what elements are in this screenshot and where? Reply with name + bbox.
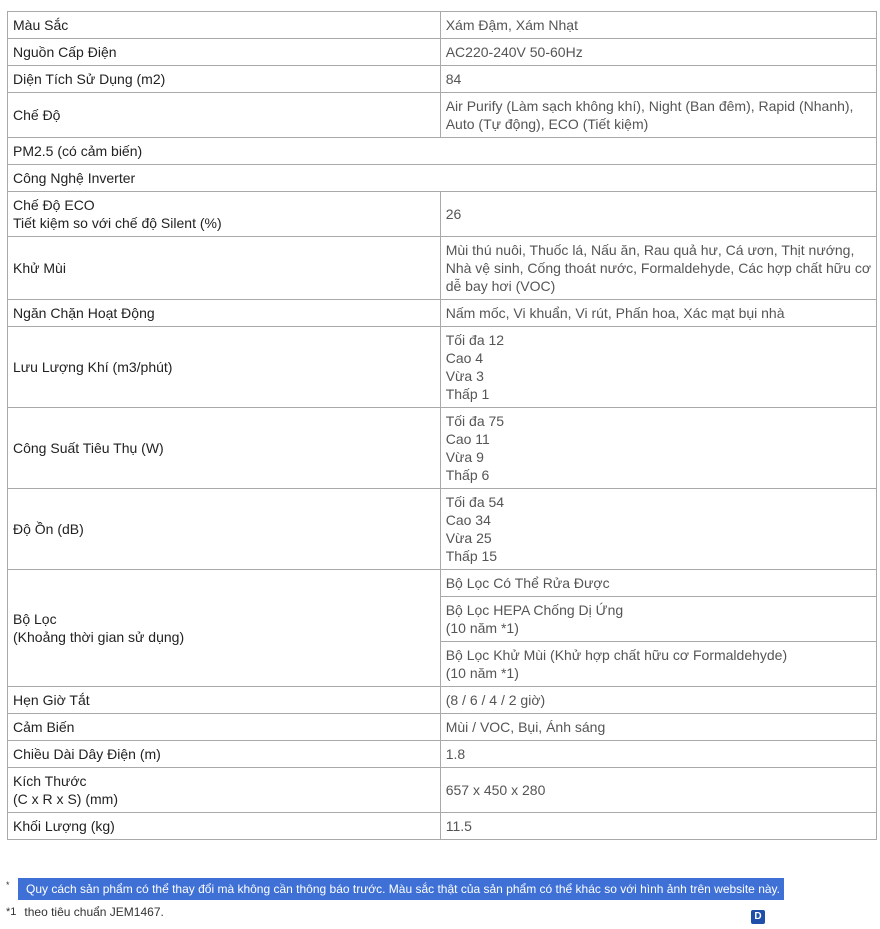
spec-value [440,237,876,300]
cell-line: Chiều Dài Dây Điện (m) [13,746,161,762]
spec-value [440,642,876,687]
spec-row [8,408,877,489]
spec-value [440,813,876,840]
spec-value [440,714,876,741]
cell-line: Cảm Biến [13,719,75,735]
spec-row [8,66,877,93]
spec-value [440,327,876,408]
cell-line: Lưu Lượng Khí (m3/phút) [13,359,173,375]
cell-line: Ngăn Chặn Hoạt Động [13,305,155,321]
cell-line: Bộ Lọc [13,611,57,627]
spec-row [8,93,877,138]
cell-line: Màu Sắc [13,17,69,33]
spec-value [440,597,876,642]
spec-label [8,39,441,66]
cell-line: Vừa 9 [445,449,484,465]
cell-line: Tối đa 75 [445,413,505,429]
spec-row [8,813,877,840]
cell-line: (10 năm *1) [445,620,519,636]
spec-row [8,489,877,570]
spec-value [440,39,876,66]
cell-line: Công Suất Tiêu Thụ (W) [13,440,164,456]
cell-line: PM2.5 (có cảm biến) [13,143,143,159]
cell-line: (C x R x S) (mm) [13,791,118,807]
spec-row [8,741,877,768]
spec-label [8,300,441,327]
spec-row [8,39,877,66]
cell-line: Cao 11 [445,431,490,447]
spec-value [440,300,876,327]
cell-line: 657 x 450 x 280 [445,782,546,798]
cell-line: Cao 34 [445,512,491,528]
cell-line: Độ Ồn (dB) [13,521,84,537]
cell-line: Khối Lượng (kg) [13,818,115,834]
spec-label [8,93,441,138]
cell-line: Cao 4 [445,350,484,366]
cell-line: Bộ Lọc Có Thể Rửa Được [445,575,610,591]
spec-value [440,489,876,570]
cell-line: Chế Độ [13,107,61,123]
spec-row [8,300,877,327]
cell-line: Tối đa 54 [445,494,505,510]
spec-value [440,93,876,138]
spec-label [8,813,441,840]
cell-line: dễ bay hơi (VOC) [445,278,556,294]
cell-line: Kích Thước [13,773,87,789]
footnote-standard [6,904,164,920]
spec-row [8,165,877,192]
spec-value [440,687,876,714]
cell-line: Chế Độ ECO [13,197,95,213]
cell-line: Nguồn Cấp Điện [13,44,117,60]
cell-line: Air Purify (Làm sạch không khí), Night (Ban đêm), Rapid (Nhanh), [445,98,854,114]
spec-label [8,12,441,39]
cell-line: Bộ Lọc Khử Mùi (Khử hợp chất hữu cơ Formaldehyde) [445,647,788,663]
spec-row [8,327,877,408]
spec-row [8,237,877,300]
spec-label [8,327,441,408]
spec-label [8,687,441,714]
cell-line: Hẹn Giờ Tắt [13,692,90,708]
cell-line: Tối đa 12 [445,332,505,348]
spec-label [8,237,441,300]
cell-line: Nhà vệ sinh, Cống thoát nước, Formaldehyde, Các hợp chất hữu cơ [445,260,871,276]
spec-table [7,11,877,840]
cell-line: Xám Đậm, Xám Nhạt [445,17,578,33]
cell-line: Vừa 25 [445,530,492,546]
spec-table-body [8,12,877,840]
cell-line: Mùi / VOC, Bụi, Ánh sáng [445,719,606,735]
selected-disclaimer-text[interactable]: Quy cách sản phẩm có thể thay đổi mà không cần thông báo trước. Màu sắc thật của sản phẩm có thể khác so với hình ảnh trên website này. [18,878,784,900]
spec-label [8,408,441,489]
cell-line: 26 [445,206,462,222]
cell-line: Diện Tích Sử Dụng (m2) [13,71,166,87]
spec-value [440,408,876,489]
spec-label [8,192,441,237]
spec-row [8,687,877,714]
cell-line: Tiết kiệm so với chế độ Silent (%) [13,215,222,231]
spec-label [8,138,877,165]
footnote-standard-text: theo tiêu chuẩn JEM1467. [24,905,164,919]
spec-value [440,66,876,93]
spec-value [440,570,876,597]
spec-row [8,570,877,597]
spec-row [8,714,877,741]
cell-line: (8 / 6 / 4 / 2 giờ) [445,692,546,708]
spec-value [440,192,876,237]
spec-row [8,12,877,39]
cell-line: Auto (Tự động), ECO (Tiết kiệm) [445,116,649,132]
cell-line: (10 năm *1) [445,665,519,681]
spec-label [8,741,441,768]
cell-line: Thấp 6 [445,467,490,483]
spec-row [8,768,877,813]
cell-line: AC220-240V 50-60Hz [445,44,583,60]
spec-label [8,570,441,687]
cell-line: (Khoảng thời gian sử dụng) [13,629,185,645]
spec-label [8,489,441,570]
spec-label [8,66,441,93]
spec-value [440,12,876,39]
footnote-mark: *1 [6,906,17,918]
cell-line: Vừa 3 [445,368,484,384]
cell-line: Bộ Lọc HEPA Chống Dị Ứng [445,602,624,618]
spec-value [440,768,876,813]
spec-label [8,768,441,813]
cell-line: Mùi thú nuôi, Thuốc lá, Nấu ăn, Rau quả hư, Cá ươn, Thịt nướng, [445,242,855,258]
spec-label [8,714,441,741]
spec-row [8,138,877,165]
cell-line: Công Nghệ Inverter [13,170,136,186]
cell-line: 1.8 [445,746,466,762]
dictionary-extension-icon[interactable]: D [751,910,765,924]
spec-label [8,165,877,192]
spec-row [8,192,877,237]
cell-line: Thấp 1 [445,386,490,402]
cell-line: 11.5 [445,818,472,834]
cell-line: Thấp 15 [445,548,498,564]
cell-line: Khử Mùi [13,260,66,276]
spec-value [440,741,876,768]
cell-line: 84 [445,71,462,87]
footnote-mark: * [6,880,10,890]
cell-line: Nấm mốc, Vi khuẩn, Vi rút, Phấn hoa, Xác mạt bụi nhà [445,305,785,321]
